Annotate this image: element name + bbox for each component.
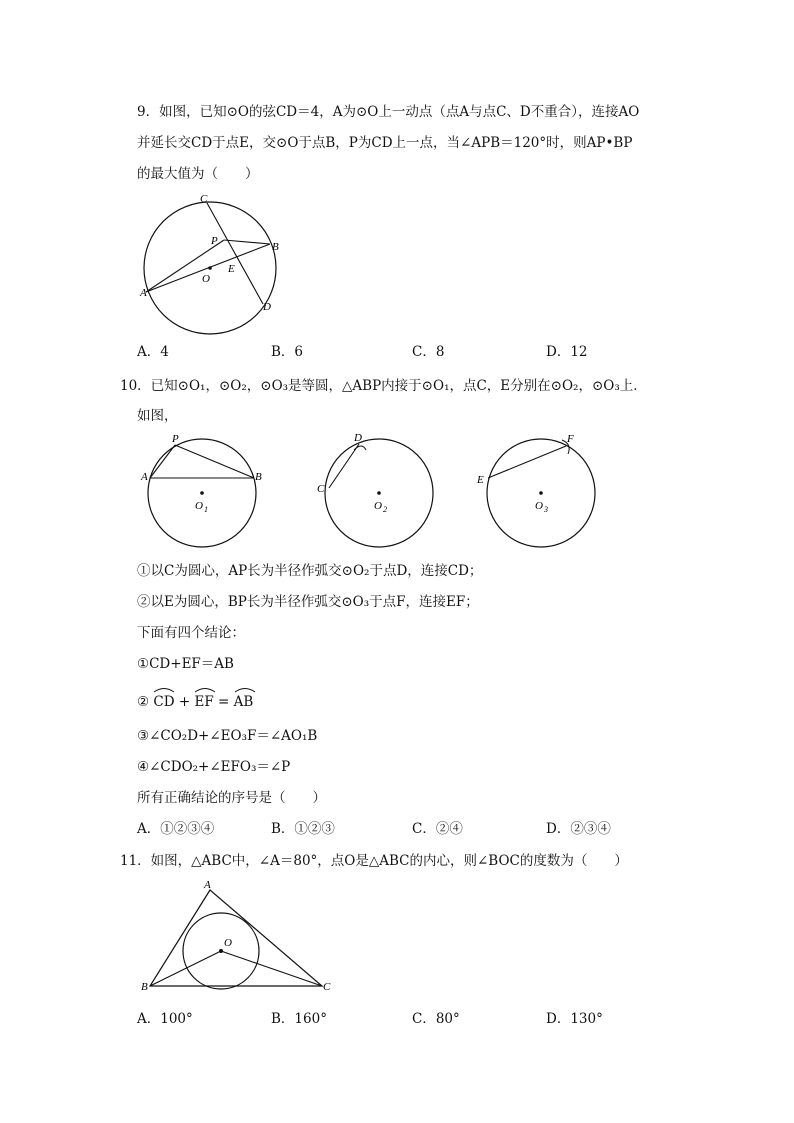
q9-line-bp xyxy=(224,240,270,244)
q9-figure xyxy=(138,188,298,338)
q9-label-e: E xyxy=(228,263,235,275)
q10-fig2-label-d: D xyxy=(354,432,362,444)
q11-option-b: B．160° xyxy=(271,1011,327,1027)
q11-label-a: A xyxy=(204,879,211,891)
q10-intro: 下面有四个结论： xyxy=(137,625,245,641)
q10-figure-3 xyxy=(474,428,604,553)
q11-option-c: C．80° xyxy=(412,1011,460,1027)
q10-fig2-label-c: C xyxy=(317,483,325,495)
q9-stem-line3: 的最大值为（ ） xyxy=(137,166,259,182)
q9-label-b: B xyxy=(272,241,279,253)
q10-step-2: ②以E为圆心，BP长为半径作弧交⊙O₃于点F，连接EF； xyxy=(137,594,479,610)
q10-c2-arc-cd: CD xyxy=(153,691,174,711)
q9-label-d: D xyxy=(263,301,271,313)
q11-stem: 11．如图，△ABC中，∠A＝80°，点O是△ABC的内心，则∠BOC的度数为（ ） xyxy=(120,853,628,869)
q10-option-a: A．①②③④ xyxy=(137,821,215,837)
q10-fig3-label-f: F xyxy=(567,433,574,445)
q10-fig3-label-o: O xyxy=(535,500,543,512)
q10-c2-prefix: ② xyxy=(137,694,150,710)
q10-question: 所有正确结论的序号是（ ） xyxy=(137,790,326,806)
q9-stem-line2: 并延长交CD于点E，交⊙O于点B，P为CD上一点，当∠APB＝120°时，则AP•BP xyxy=(137,135,633,151)
q10-stem-line2: 如图， xyxy=(137,408,178,424)
q10-fig3-label-sub: 3 xyxy=(544,505,548,514)
q9-stem-line1: 9．如图，已知⊙O的弦CD＝4，A为⊙O上一动点（点A与点C、D不重合），连接AO xyxy=(137,104,640,120)
q10-figure-1 xyxy=(138,428,268,553)
q10-fig1-label-o: O xyxy=(195,500,203,512)
q10-option-c: C．②④ xyxy=(412,821,463,837)
q10-fig1-label-a: A xyxy=(141,471,148,483)
q11-option-d: D．130° xyxy=(546,1011,603,1027)
q10-c2-plus: + xyxy=(178,694,191,710)
q9-label-a: A xyxy=(140,287,147,299)
q9-label-p: P xyxy=(211,235,218,247)
q10-fig1-label-sub: 1 xyxy=(204,505,208,514)
q10-fig2-label-o: O xyxy=(374,500,382,512)
q11-label-c: C xyxy=(323,981,331,993)
q9-label-c: C xyxy=(200,193,208,205)
q10-stem-line1: 10．已知⊙O₁，⊙O₂，⊙O₃是等圆，△ABP内接于⊙O₁，点C，E分别在⊙O₂，⊙O₃上． xyxy=(120,378,647,394)
q10-fig1-label-p: P xyxy=(172,433,179,445)
q10-step-1: ①以C为圆心，AP长为半径作弧交⊙O₂于点D，连接CD； xyxy=(137,563,483,579)
q9-option-a: A．4 xyxy=(137,344,169,360)
q10-c2-arc-ef: EF xyxy=(194,691,213,711)
q10-conclusion-3: ③∠CO₂D+∠EO₃F＝∠AO₁B xyxy=(137,728,318,744)
q10-fig3-label-e: E xyxy=(477,474,484,486)
q10-figure-2 xyxy=(314,428,444,553)
q10-conclusion-1: ①CD+EF＝AB xyxy=(137,656,234,672)
q9-label-o: O xyxy=(202,273,210,285)
q10-option-b: B．①②③ xyxy=(271,821,335,837)
q9-center-dot xyxy=(208,266,212,270)
q10-fig2-label-sub: 2 xyxy=(383,505,387,514)
q9-option-c: C．8 xyxy=(412,344,445,360)
q10-c2-eq: = xyxy=(218,694,230,710)
q9-option-d: D．12 xyxy=(546,344,588,360)
q10-conclusion-2 xyxy=(137,691,253,711)
q10-c2-arc-ab: AB xyxy=(234,691,254,711)
q11-option-a: A．100° xyxy=(137,1011,193,1027)
q9-option-b: B．6 xyxy=(271,344,304,360)
q11-figure xyxy=(138,878,338,998)
q10-fig1-label-b: B xyxy=(255,471,262,483)
q10-conclusion-4: ④∠CDO₂+∠EFO₃＝∠P xyxy=(137,759,291,775)
q10-option-d: D．②③④ xyxy=(546,821,611,837)
q9-chord-cd xyxy=(207,203,263,304)
q11-label-b: B xyxy=(141,981,148,993)
q11-label-o: O xyxy=(224,937,232,949)
